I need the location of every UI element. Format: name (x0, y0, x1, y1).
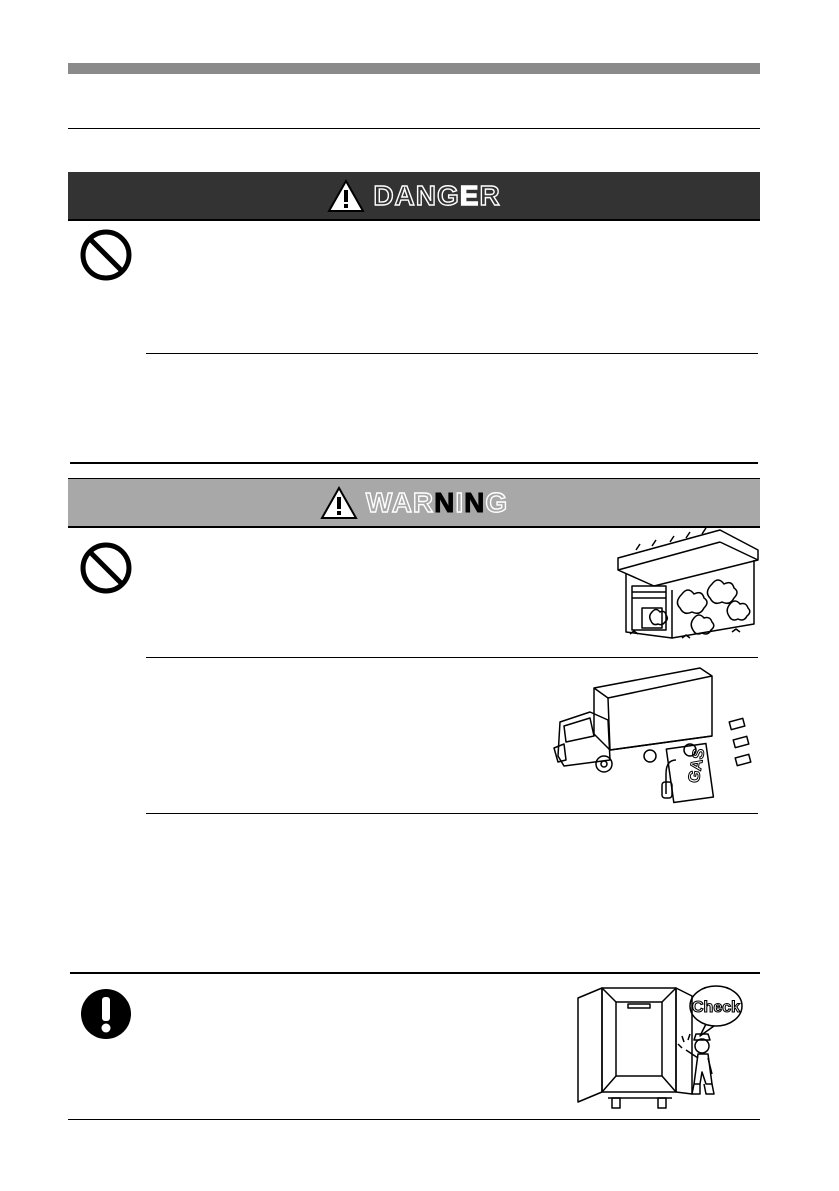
danger-item-divider (146, 353, 758, 354)
check-speech-bubble-text: Check (691, 999, 741, 1016)
garage-exhaust-illustration (612, 528, 760, 640)
warning-banner-title: WARNING (365, 486, 509, 518)
warning-item-divider-2 (146, 813, 758, 814)
warning-triangle-icon (327, 179, 365, 213)
truck-refueling-illustration (550, 664, 758, 804)
danger-section-divider (70, 462, 758, 464)
warning-item-divider (146, 657, 758, 658)
exclamation-icon (78, 986, 134, 1042)
prohibition-icon (78, 227, 134, 283)
prohibition-icon (78, 540, 134, 596)
danger-banner-title: DANGER (373, 179, 501, 211)
rear-door-check-illustration (572, 980, 748, 1114)
footer-divider (68, 1119, 760, 1120)
warning-banner (68, 478, 760, 528)
gas-pump-label: GAS (685, 747, 709, 785)
header-bar (68, 63, 760, 74)
mandatory-section-divider (70, 972, 760, 974)
danger-banner (68, 172, 760, 221)
warning-triangle-icon (320, 486, 358, 520)
header-divider (68, 128, 760, 129)
